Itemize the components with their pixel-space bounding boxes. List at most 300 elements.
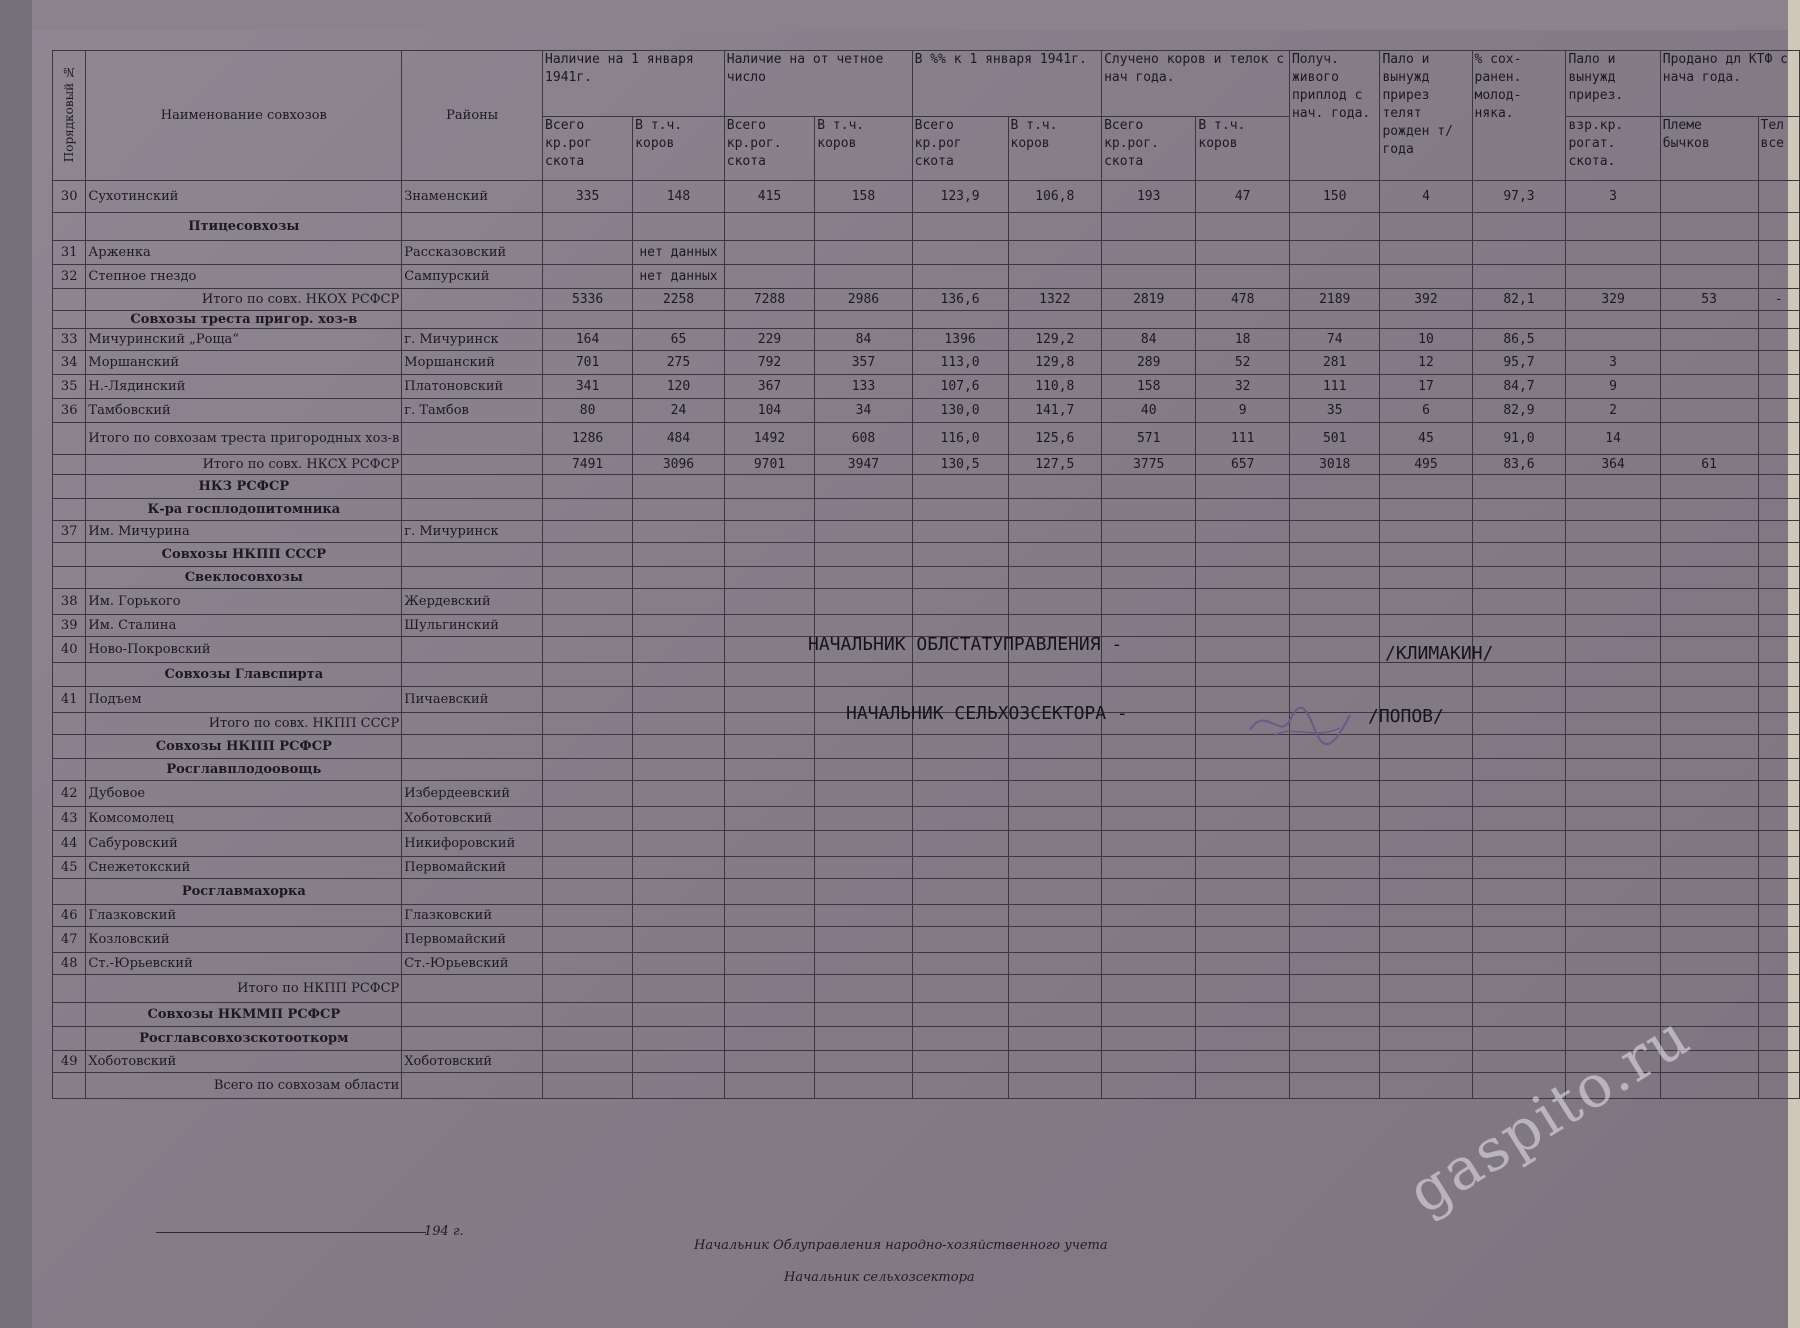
data-cell (633, 857, 725, 879)
data-cell: 130,0 (912, 399, 1008, 423)
data-cell (1758, 905, 1800, 927)
data-cell (1758, 759, 1800, 781)
data-cell (1472, 1027, 1566, 1051)
data-cell (1380, 615, 1472, 637)
data-cell (815, 663, 912, 687)
data-cell (543, 759, 633, 781)
section-title: Росглавмахорка (86, 879, 402, 905)
district: г. Тамбов (402, 399, 543, 423)
data-cell (1102, 1073, 1196, 1099)
data-cell (912, 241, 1008, 265)
data-cell (1008, 857, 1102, 879)
section-title: НКЗ РСФСР (86, 475, 402, 499)
data-cell (1380, 567, 1472, 589)
data-cell (1289, 1027, 1380, 1051)
data-cell: 107,6 (912, 375, 1008, 399)
data-cell (912, 879, 1008, 905)
data-cell (1660, 879, 1758, 905)
data-cell: 14 (1566, 423, 1660, 455)
data-cell (1472, 1003, 1566, 1027)
data-cell (1758, 589, 1800, 615)
total-row (53, 455, 1800, 475)
data-cell (1758, 735, 1800, 759)
data-cell (543, 831, 633, 857)
data-cell (912, 857, 1008, 879)
data-cell (724, 589, 815, 615)
data-cell (543, 807, 633, 831)
data-cell (815, 567, 912, 589)
data-cell (1472, 953, 1566, 975)
data-cell (543, 311, 633, 329)
data-cell (1380, 857, 1472, 879)
data-cell (633, 521, 725, 543)
data-cell: 91,0 (1472, 423, 1566, 455)
data-cell (1566, 521, 1660, 543)
row-number (53, 975, 86, 1003)
data-cell (724, 927, 815, 953)
data-cell (1758, 831, 1800, 857)
group-header-3: В %% к 1 января 1941г. (912, 51, 1101, 117)
district: Хоботовский (402, 807, 543, 831)
data-cell (1380, 589, 1472, 615)
farm-name: Им. Горького (86, 589, 402, 615)
data-cell (815, 475, 912, 499)
handwritten-signature (1245, 700, 1355, 750)
data-cell: 275 (633, 351, 725, 375)
data-cell (1008, 905, 1102, 927)
data-cell (815, 879, 912, 905)
total-row (53, 423, 1800, 455)
section-title: Росглавплодоовощь (86, 759, 402, 781)
data-cell (1008, 663, 1102, 687)
data-cell (724, 1073, 815, 1099)
data-cell (1566, 663, 1660, 687)
data-cell (1102, 1027, 1196, 1051)
data-cell: 415 (724, 181, 815, 213)
data-cell (912, 735, 1008, 759)
group-header-7: % сох- ранен. молод- няка. (1472, 51, 1566, 181)
farm-name: Итого по НКПП РСФСР (86, 975, 402, 1003)
data-cell (724, 637, 815, 663)
data-cell (724, 735, 815, 759)
data-cell: 150 (1289, 181, 1380, 213)
data-cell: 17 (1380, 375, 1472, 399)
data-cell: 86,5 (1472, 329, 1566, 351)
data-cell (1380, 213, 1472, 241)
data-cell: 3096 (633, 455, 725, 475)
data-cell (1380, 499, 1472, 521)
district: Моршанский (402, 351, 543, 375)
section-row (53, 879, 1800, 905)
data-cell (1380, 1073, 1472, 1099)
data-cell (912, 807, 1008, 831)
signature-name-1: /КЛИМАКИН/ (1385, 643, 1494, 664)
data-cell (1758, 567, 1800, 589)
district (402, 213, 543, 241)
data-cell (724, 687, 815, 713)
data-cell: 120 (633, 375, 725, 399)
data-cell (1660, 735, 1758, 759)
data-cell (1660, 499, 1758, 521)
group-header-8: Пало и вынужд прирез. (1566, 51, 1660, 117)
data-cell (912, 567, 1008, 589)
data-cell (815, 1003, 912, 1027)
data-cell (1196, 311, 1290, 329)
table-row (53, 831, 1800, 857)
district: Глазковский (402, 905, 543, 927)
data-cell (1289, 781, 1380, 807)
data-cell (1660, 329, 1758, 351)
data-cell (1472, 1051, 1566, 1073)
farm-name: Всего по совхозам области (86, 1073, 402, 1099)
data-cell (543, 241, 633, 265)
data-cell (1196, 927, 1290, 953)
section-row (53, 1027, 1800, 1051)
farm-name: Итого по совх. НКПП СССР (86, 713, 402, 735)
data-cell (724, 265, 815, 289)
data-cell (633, 905, 725, 927)
farm-name: Сухотинский (86, 181, 402, 213)
data-cell (1758, 927, 1800, 953)
data-cell (543, 637, 633, 663)
data-cell (1008, 589, 1102, 615)
district (402, 1073, 543, 1099)
data-cell (724, 759, 815, 781)
data-cell (1758, 1003, 1800, 1027)
district: Первомайский (402, 927, 543, 953)
data-cell (1196, 879, 1290, 905)
district (402, 879, 543, 905)
data-cell: 4 (1380, 181, 1472, 213)
data-cell (1660, 241, 1758, 265)
district: Рассказовский (402, 241, 543, 265)
data-cell: 2258 (633, 289, 725, 311)
data-cell: 367 (724, 375, 815, 399)
farm-name: Моршанский (86, 351, 402, 375)
data-cell: 2189 (1289, 289, 1380, 311)
data-cell (1660, 927, 1758, 953)
data-cell (1196, 905, 1290, 927)
data-cell: 45 (1380, 423, 1472, 455)
data-cell (1196, 499, 1290, 521)
data-cell: 47 (1196, 181, 1290, 213)
signature-title-2: НАЧАЛЬНИК СЕЛЬХОЗСЕКТОРА - (846, 703, 1128, 724)
data-cell (724, 475, 815, 499)
data-cell: 392 (1380, 289, 1472, 311)
data-cell: 104 (724, 399, 815, 423)
data-cell (1196, 213, 1290, 241)
section-title: Совхозы НКПП СССР (86, 543, 402, 567)
section-title: Росглавсовхозскотооткорм (86, 1027, 402, 1051)
data-cell (724, 615, 815, 637)
district: Никифоровский (402, 831, 543, 857)
row-number (53, 713, 86, 735)
data-cell (1196, 1073, 1290, 1099)
row-number (53, 543, 86, 567)
data-cell (724, 713, 815, 735)
data-cell (543, 567, 633, 589)
farm-name: Хоботовский (86, 1051, 402, 1073)
data-cell: 478 (1196, 289, 1290, 311)
data-cell (543, 543, 633, 567)
table-row (53, 807, 1800, 831)
data-cell: 53 (1660, 289, 1758, 311)
data-cell (1289, 637, 1380, 663)
section-row (53, 543, 1800, 567)
data-cell (1472, 213, 1566, 241)
data-cell (1008, 543, 1102, 567)
row-number: 38 (53, 589, 86, 615)
data-cell: 158 (1102, 375, 1196, 399)
data-cell (912, 499, 1008, 521)
data-cell (815, 543, 912, 567)
data-cell: 364 (1566, 455, 1660, 475)
data-cell (724, 879, 815, 905)
row-number: 41 (53, 687, 86, 713)
data-cell (815, 807, 912, 831)
data-cell (815, 265, 912, 289)
data-cell (1660, 615, 1758, 637)
data-cell (1566, 953, 1660, 975)
data-cell (912, 265, 1008, 289)
section-row (53, 759, 1800, 781)
district (402, 735, 543, 759)
data-cell (1660, 713, 1758, 735)
data-cell (543, 687, 633, 713)
data-cell (1289, 663, 1380, 687)
data-cell: 3947 (815, 455, 912, 475)
data-cell (1566, 589, 1660, 615)
data-cell: 3018 (1289, 455, 1380, 475)
district: Сампурский (402, 265, 543, 289)
data-cell: 1286 (543, 423, 633, 455)
section-title: Совхозы треста пригор. хоз-в (86, 311, 402, 329)
data-cell (1008, 735, 1102, 759)
data-cell (1660, 759, 1758, 781)
data-cell (1196, 241, 1290, 265)
data-cell (1196, 1003, 1290, 1027)
data-cell (1472, 589, 1566, 615)
data-cell (724, 905, 815, 927)
data-cell: 113,0 (912, 351, 1008, 375)
data-cell (912, 521, 1008, 543)
data-cell (633, 713, 725, 735)
data-cell (1758, 857, 1800, 879)
district (402, 475, 543, 499)
data-cell: 335 (543, 181, 633, 213)
data-cell (1472, 713, 1566, 735)
data-cell (724, 213, 815, 241)
data-cell (1566, 857, 1660, 879)
data-cell: 12 (1380, 351, 1472, 375)
signature-name-2: /ПОПОВ/ (1368, 706, 1444, 727)
data-cell (1289, 1051, 1380, 1073)
farm-name: Ново-Покровский (86, 637, 402, 663)
sub-header: Всего кр.рог скота (912, 117, 1008, 181)
data-cell (543, 265, 633, 289)
data-cell (1758, 713, 1800, 735)
data-cell (1758, 423, 1800, 455)
district: Пичаевский (402, 687, 543, 713)
data-cell (1758, 781, 1800, 807)
data-cell (815, 735, 912, 759)
row-number: 31 (53, 241, 86, 265)
row-number: 32 (53, 265, 86, 289)
row-number (53, 735, 86, 759)
data-cell: - (1758, 289, 1800, 311)
data-cell (724, 543, 815, 567)
data-cell: 7491 (543, 455, 633, 475)
data-cell (724, 663, 815, 687)
data-cell: 2986 (815, 289, 912, 311)
data-cell (1472, 975, 1566, 1003)
data-cell (1289, 521, 1380, 543)
data-cell (1289, 975, 1380, 1003)
data-cell (1008, 975, 1102, 1003)
data-cell: 1492 (724, 423, 815, 455)
data-cell: нет данных (633, 241, 725, 265)
data-cell (633, 589, 725, 615)
data-cell (543, 781, 633, 807)
data-cell (543, 1003, 633, 1027)
data-cell (1380, 663, 1472, 687)
data-cell: 158 (815, 181, 912, 213)
data-cell (633, 687, 725, 713)
table-row (53, 181, 1800, 213)
data-cell (1566, 329, 1660, 351)
data-cell (1380, 905, 1472, 927)
group-header-4: Случено коров и телок с нач года. (1102, 51, 1290, 117)
row-number (53, 475, 86, 499)
row-number: 48 (53, 953, 86, 975)
data-cell (1102, 953, 1196, 975)
data-cell (1102, 567, 1196, 589)
data-cell (1660, 543, 1758, 567)
data-cell (1289, 543, 1380, 567)
data-cell (633, 637, 725, 663)
data-cell (724, 499, 815, 521)
data-cell (633, 543, 725, 567)
data-cell (1566, 975, 1660, 1003)
table-row (53, 1051, 1800, 1073)
data-cell (912, 311, 1008, 329)
data-cell (1102, 927, 1196, 953)
data-cell (543, 475, 633, 499)
district: Знаменский (402, 181, 543, 213)
data-cell (1102, 543, 1196, 567)
data-cell (1196, 265, 1290, 289)
data-cell (1660, 311, 1758, 329)
data-cell (1758, 1073, 1800, 1099)
data-cell (1289, 857, 1380, 879)
data-cell: 148 (633, 181, 725, 213)
data-cell (1472, 879, 1566, 905)
data-cell (1008, 521, 1102, 543)
data-cell: 83,6 (1472, 455, 1566, 475)
data-cell (1660, 905, 1758, 927)
data-cell (1660, 975, 1758, 1003)
data-cell (543, 713, 633, 735)
district (402, 975, 543, 1003)
data-cell: 608 (815, 423, 912, 455)
data-cell (815, 521, 912, 543)
data-cell (1472, 475, 1566, 499)
district (402, 455, 543, 475)
district: Платоновский (402, 375, 543, 399)
data-cell (1660, 399, 1758, 423)
data-cell: 9 (1196, 399, 1290, 423)
row-number (53, 1073, 86, 1099)
data-cell (1289, 475, 1380, 499)
data-cell (724, 857, 815, 879)
data-cell (1102, 781, 1196, 807)
table-row (53, 521, 1800, 543)
group-header-6: Пало и вынужд прирез телят рожден т/года (1380, 51, 1472, 181)
data-cell (1380, 265, 1472, 289)
data-cell (1196, 759, 1290, 781)
data-cell (633, 213, 725, 241)
table-row (53, 375, 1800, 399)
data-cell (1660, 687, 1758, 713)
data-cell (1289, 499, 1380, 521)
data-cell: 1396 (912, 329, 1008, 351)
data-cell (1196, 857, 1290, 879)
section-row (53, 1003, 1800, 1027)
data-cell (1380, 831, 1472, 857)
data-cell (1472, 241, 1566, 265)
farm-name: Комсомолец (86, 807, 402, 831)
data-cell (1289, 1003, 1380, 1027)
data-cell (1380, 735, 1472, 759)
data-cell (1758, 1051, 1800, 1073)
footer-line-2: Начальник сельхозсектора (784, 1270, 975, 1285)
data-cell: 289 (1102, 351, 1196, 375)
data-cell (633, 975, 725, 1003)
data-cell (633, 1073, 725, 1099)
farm-name: Мичуринский „Роща“ (86, 329, 402, 351)
signature-title-1: НАЧАЛЬНИК ОБЛСТАТУПРАВЛЕНИЯ - (808, 634, 1123, 655)
data-cell (1102, 879, 1196, 905)
data-cell (1758, 521, 1800, 543)
data-cell (1758, 663, 1800, 687)
data-cell (912, 831, 1008, 857)
sub-header: В т.ч. коров (1196, 117, 1290, 181)
district (402, 759, 543, 781)
data-cell (1008, 241, 1102, 265)
data-cell: 495 (1380, 455, 1472, 475)
data-cell (1008, 879, 1102, 905)
group-header-9: Продано дл КТФ с нача года. (1660, 51, 1799, 117)
data-cell (912, 905, 1008, 927)
data-cell (1289, 213, 1380, 241)
data-cell (633, 807, 725, 831)
data-cell (1380, 1027, 1472, 1051)
data-cell (1660, 351, 1758, 375)
data-cell (1758, 1027, 1800, 1051)
data-cell (724, 975, 815, 1003)
data-cell (1472, 735, 1566, 759)
data-cell (1196, 615, 1290, 637)
district (402, 499, 543, 521)
data-cell (724, 1027, 815, 1051)
data-cell (1758, 637, 1800, 663)
farm-name: Глазковский (86, 905, 402, 927)
data-cell: 571 (1102, 423, 1196, 455)
data-cell: 129,8 (1008, 351, 1102, 375)
data-cell: 84 (1102, 329, 1196, 351)
table-row (53, 399, 1800, 423)
data-cell (543, 663, 633, 687)
